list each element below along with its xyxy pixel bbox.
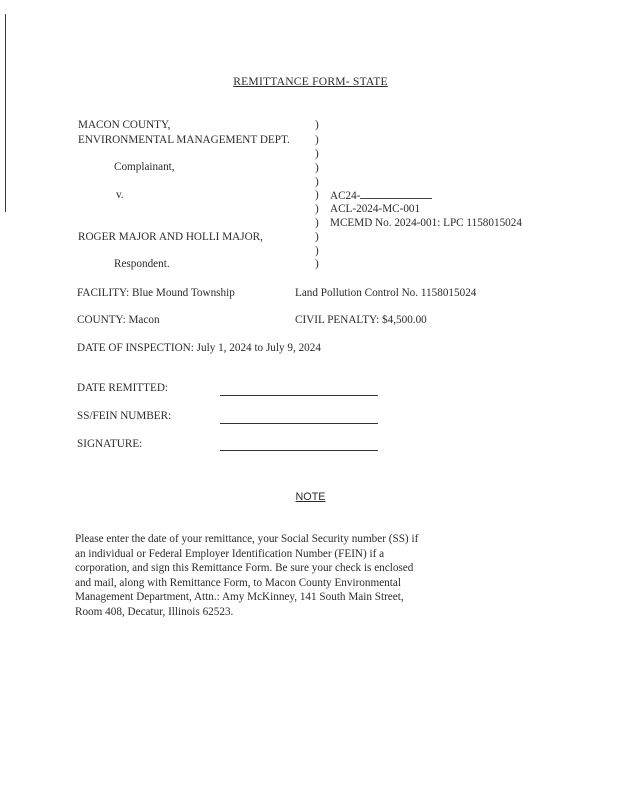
case-ac-prefix: AC24- bbox=[330, 190, 361, 202]
facility-label: FACILITY: Blue Mound Township bbox=[77, 287, 235, 299]
ss-fein-label: SS/FEIN NUMBER: bbox=[77, 410, 172, 422]
note-line: corporation, and sign this Remittance Form. Be sure your check is enclosed bbox=[75, 562, 414, 575]
form-title: REMITTANCE FORM- STATE bbox=[233, 75, 388, 88]
note-line: an individual or Federal Employer Identification Number (FEIN) if a bbox=[75, 547, 385, 560]
caption-paren: ) bbox=[315, 189, 319, 201]
signature-label: SIGNATURE: bbox=[77, 438, 143, 450]
case-number-ac bbox=[330, 189, 432, 202]
caption-paren: ) bbox=[315, 148, 319, 160]
complainant-role: Complainant, bbox=[114, 161, 175, 173]
note-line: Room 408, Decatur, Illinois 62523. bbox=[75, 605, 234, 618]
case-number-mcemd: MCEMD No. 2024-001: LPC 1158015024 bbox=[330, 217, 522, 229]
civil-penalty: CIVIL PENALTY: $4,500.00 bbox=[295, 314, 427, 326]
versus-label: v. bbox=[116, 189, 124, 201]
ss-fein-line[interactable] bbox=[220, 423, 378, 424]
control-number: Land Pollution Control No. 1158015024 bbox=[295, 287, 477, 299]
note-paragraph bbox=[75, 532, 495, 620]
county-label: COUNTY: Macon bbox=[77, 314, 160, 326]
note-heading: NOTE bbox=[295, 491, 326, 503]
note-line: and mail, along with Remittance Form, to Macon County Environmental bbox=[75, 576, 401, 589]
case-number-acl: ACL-2024-MC-001 bbox=[330, 203, 421, 215]
scan-margin-line bbox=[5, 14, 6, 212]
note-line: Please enter the date of your remittance, your Social Security number (SS) if bbox=[75, 533, 419, 545]
note-line: Management Department, Attn.: Amy McKinney, 141 South Main Street, bbox=[75, 591, 404, 604]
date-remitted-label: DATE REMITTED: bbox=[77, 382, 169, 394]
caption-paren: ) bbox=[315, 231, 319, 243]
date-remitted-line[interactable] bbox=[220, 395, 378, 396]
caption-paren: ) bbox=[315, 217, 319, 229]
caption-paren: ) bbox=[315, 134, 319, 146]
respondent-name: ROGER MAJOR AND HOLLI MAJOR, bbox=[78, 231, 263, 243]
caption-paren: ) bbox=[315, 203, 319, 215]
inspection-date: DATE OF INSPECTION: July 1, 2024 to July 9, 2024 bbox=[77, 342, 321, 354]
caption-paren: ) bbox=[315, 162, 319, 174]
caption-paren: ) bbox=[315, 176, 319, 188]
caption-paren: ) bbox=[315, 258, 319, 270]
case-number-blank bbox=[360, 189, 432, 199]
signature-line[interactable] bbox=[220, 450, 378, 451]
complainant-name-line2: ENVIRONMENTAL MANAGEMENT DEPT. bbox=[78, 134, 290, 146]
caption-paren: ) bbox=[315, 119, 319, 131]
caption-paren: ) bbox=[315, 245, 319, 257]
respondent-role: Respondent. bbox=[114, 258, 170, 270]
complainant-name-line1: MACON COUNTY, bbox=[78, 119, 171, 131]
